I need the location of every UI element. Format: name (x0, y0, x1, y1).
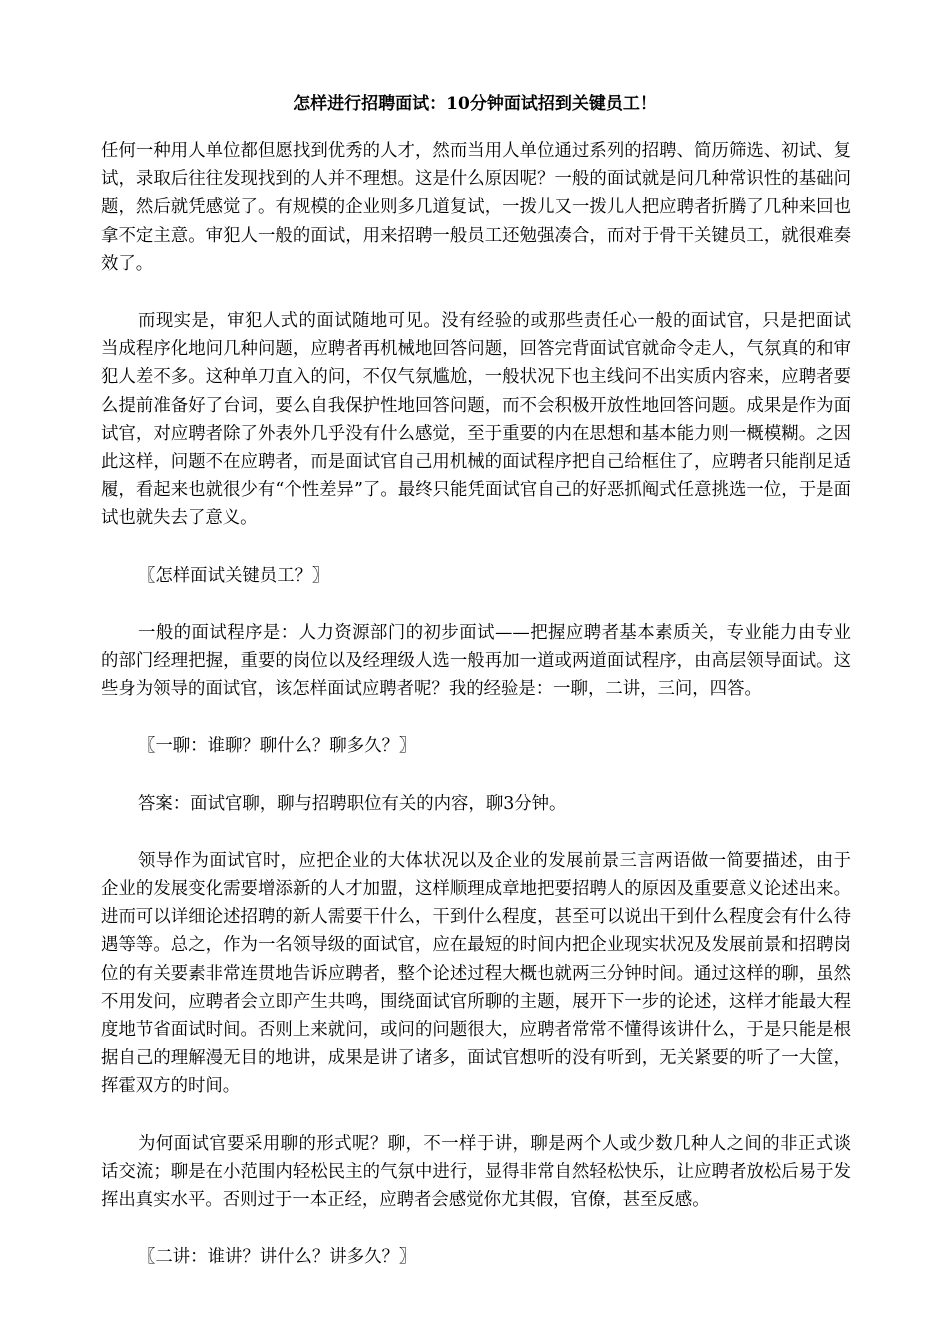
paragraph-intro: 任何一种用人单位都但愿找到优秀的人才，然而当用人单位通过系列的招聘、简历筛选、初试、复试，录取后往往发现找到的人并不理想。这是什么原因呢？一般的面试就是问几种常识性的基础问题，然后就凭感觉了。有规模的企业则多几道复试，一拨儿又一拨儿人把应聘者折腾了几种来回也拿不定主意。审犯人一般的面试，用来招聘一般员工还勉强凑合，而对于骨干关键员工，就很难奏效了。 (101, 141, 851, 274)
paragraph-reality: 而现实是，审犯人式的面试随地可见。没有经验的或那些责任心一般的面试官，只是把面试当成程序化地问几种问题，应聘者再机械地回答问题，回答完背面试官就命令走人，气氛真的和审犯人差不多。这种单刀直入的问，不仅气氛尴尬，一般状况下也主线问不出实质内容来，应聘者要么提前准备好了台词，要么自我保护性地回答问题，而不会积极开放性地回答问题。成果是作为面试官，对应聘者除了外表外几乎没有什么感觉，至于重要的内在思想和基本能力则一概模糊。之因此这样，问题不在应聘者，而是面试官自己用机械的面试程序把自己给框住了，应聘者只能削足适履，看起来也就很少有“个性差异”了。最终只能凭面试官自己的好恶抓阄式任意挑选一位，于是面试也就失去了意义。 (101, 311, 851, 529)
document-title: 怎样进行招聘面试：10分钟面试招到关键员工！ (293, 94, 657, 114)
section-heading-talk: 〖二讲：谁讲？讲什么？讲多久？〗 (138, 1247, 417, 1268)
paragraph-chat-detail: 领导作为面试官时，应把企业的大体状况以及企业的发展前景三言两语做一简要描述，由于企业的发展变化需要增添新的人才加盟，这样顺理成章地把要招聘人的原因及重要意义论述出来。进而可以详细论述招聘的新人需要干什么，干到什么程度，甚至可以说出干到什么程度会有什么待遇等等。总之，作为一名领导级的面试官，应在最短的时间内把企业现实状况及发展前景和招聘岗位的有关要素非常连贯地告诉应聘者，整个论述过程大概也就两三分钟时间。通过这样的聊，虽然不用发问，应聘者会立即产生共鸣，围绕面试官所聊的主题，展开下一步的论述，这样才能最大程度地节省面试时间。否则上来就问，或问的问题很大，应聘者常常不懂得该讲什么，于是只能是根据自己的理解漫无目的地讲，成果是讲了诸多，面试官想听的没有听到，无关紧要的听了一大筐，挥霍双方的时间。 (101, 850, 851, 1097)
document-body (101, 137, 851, 1301)
section-heading-how-to-interview: 〖怎样面试关键员工？〗 (138, 565, 330, 586)
paragraph-procedure: 一般的面试程序是：人力资源部门的初步面试——把握应聘者基本素质关，专业能力由专业的部门经理把握，重要的岗位以及经理级人选一般再加一道或两道面试程序，由高层领导面试。这些身为领导的面试官，该怎样面试应聘者呢？我的经验是：一聊，二讲，三问，四答。 (101, 622, 851, 700)
paragraph-why-chat: 为何面试官要采用聊的形式呢？聊，不一样于讲，聊是两个人或少数几种人之间的非正式谈话交流；聊是在小范围内轻松民主的气氛中进行，显得非常自然轻松快乐，让应聘者放松后易于发挥出真实水平。否则过于一本正经，应聘者会感觉你尤其假，官僚，甚至反感。 (101, 1133, 851, 1211)
section-heading-chat: 〖一聊：谁聊？聊什么？聊多久？〗 (138, 736, 417, 757)
paragraph-chat-answer: 答案：面试官聊，聊与招聘职位有关的内容，聊3分钟。 (138, 793, 567, 814)
